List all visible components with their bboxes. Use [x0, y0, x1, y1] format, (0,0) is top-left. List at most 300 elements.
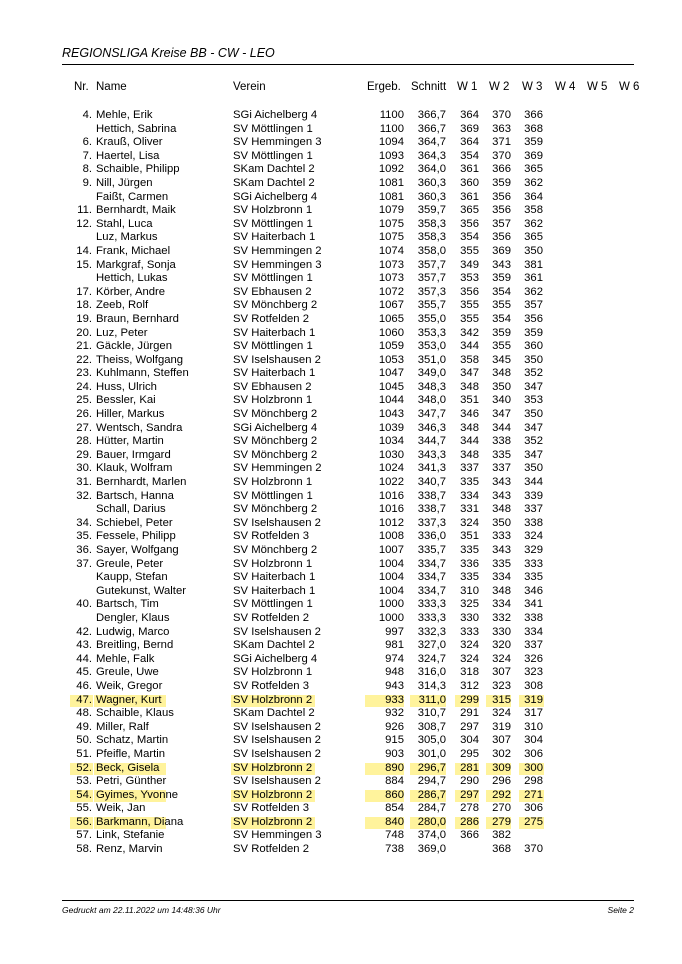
result-cell: 1000 [378, 611, 404, 624]
w3-cell: 310 [524, 720, 543, 733]
w2-cell: 359 [492, 272, 511, 285]
rank-cell: 43. [76, 639, 92, 652]
rank-cell: 35. [76, 530, 92, 543]
result-cell: 1059 [378, 340, 404, 353]
club-cell: SV Iselshausen 2 [233, 353, 321, 366]
w1-cell: 331 [460, 503, 479, 516]
w2-cell: 340 [492, 394, 511, 407]
name-cell: Bartsch, Tim [96, 598, 159, 611]
result-cell: 1094 [378, 136, 404, 149]
name-cell: Sayer, Wolfgang [96, 544, 179, 556]
w1-cell: 312 [460, 679, 479, 692]
w1-cell: 360 [460, 176, 479, 189]
result-cell: 1022 [378, 476, 404, 489]
w3-cell: 319 [524, 693, 543, 706]
w3-cell: 347 [524, 448, 543, 461]
rank-cell: 51. [76, 747, 92, 760]
rank-cell: 42. [76, 625, 92, 638]
rank-cell: 55. [76, 802, 92, 815]
rank-cell: 15. [76, 258, 92, 271]
w3-cell: 337 [524, 639, 543, 652]
w2-cell: 354 [492, 312, 511, 325]
name-cell: Nill, Jürgen [96, 176, 153, 189]
result-cell: 1092 [378, 163, 404, 176]
w2-cell: 323 [492, 679, 511, 692]
rank-cell: 49. [76, 720, 92, 733]
rank-cell: 12. [76, 217, 92, 230]
w1-cell: 295 [460, 747, 479, 760]
table-row [0, 313, 682, 327]
result-cell: 1043 [378, 408, 404, 421]
w1-cell: 335 [460, 544, 479, 556]
w2-cell: 338 [492, 435, 511, 448]
table-row [0, 422, 682, 436]
w3-cell: 306 [524, 747, 543, 760]
rank-cell: 27. [76, 421, 92, 434]
average-cell: 364,7 [417, 136, 446, 149]
name-cell: Wagner, Kurt [96, 693, 162, 706]
club-cell: SV Iselshausen 2 [233, 625, 321, 638]
w1-cell: 347 [460, 367, 479, 380]
rank-cell: 8. [82, 163, 92, 176]
average-cell: 316,0 [417, 666, 446, 679]
table-row [0, 558, 682, 572]
table-row [0, 381, 682, 395]
header-w3: W 3 [522, 81, 543, 93]
table-row [0, 449, 682, 463]
name-cell: Gutekunst, Walter [96, 584, 186, 597]
result-cell: 748 [385, 829, 404, 842]
w3-cell: 347 [524, 380, 543, 393]
table-row [0, 639, 682, 653]
result-cell: 1075 [378, 231, 404, 244]
club-cell: SV Holzbronn 1 [233, 394, 313, 407]
w3-cell: 356 [524, 312, 543, 325]
name-cell: Frank, Michael [96, 244, 171, 257]
name-cell: Zeeb, Rolf [96, 299, 149, 312]
w2-cell: 357 [492, 217, 511, 230]
rank-cell: 21. [76, 340, 92, 353]
average-cell: 359,7 [417, 204, 446, 217]
table-row [0, 612, 682, 626]
club-cell: SV Holzbronn 2 [233, 761, 313, 774]
result-cell: 840 [385, 815, 404, 828]
w1-cell: 297 [460, 788, 479, 801]
average-cell: 280,0 [417, 815, 446, 828]
w1-cell: 358 [460, 353, 479, 366]
w3-cell: 359 [524, 326, 543, 339]
club-cell: SV Möttlingen 1 [233, 272, 313, 285]
rank-cell: 37. [76, 557, 92, 570]
club-cell: SV Mönchberg 2 [233, 408, 318, 421]
name-cell: Bernhardt, Maik [96, 204, 176, 217]
name-cell: Renz, Marvin [96, 843, 163, 856]
w2-cell: 382 [492, 829, 511, 842]
w2-cell: 354 [492, 285, 511, 298]
average-cell: 364,0 [417, 163, 446, 176]
w3-cell: 346 [524, 584, 543, 597]
club-cell: SV Mönchberg 2 [233, 435, 318, 448]
w1-cell: 348 [460, 448, 479, 461]
result-cell: 1079 [378, 204, 404, 217]
average-cell: 338,7 [417, 503, 446, 516]
result-cell: 1073 [378, 272, 404, 285]
table-row [0, 191, 682, 205]
result-cell: 1067 [378, 299, 404, 312]
w3-cell: 358 [524, 204, 543, 217]
rank-cell: 34. [76, 516, 92, 529]
result-cell: 1007 [378, 544, 404, 556]
average-cell: 334,7 [417, 584, 446, 597]
club-cell: SV Möttlingen 1 [233, 489, 313, 502]
w2-cell: 279 [492, 815, 511, 828]
average-cell: 366,7 [417, 122, 446, 135]
w3-cell: 364 [524, 190, 543, 203]
club-cell: SV Mönchberg 2 [233, 299, 318, 312]
table-row [0, 177, 682, 191]
result-cell: 1093 [378, 149, 404, 162]
result-cell: 932 [385, 707, 404, 720]
w3-cell: 341 [524, 598, 543, 611]
table-row [0, 136, 682, 150]
average-cell: 366,7 [417, 109, 446, 121]
table-row [0, 272, 682, 286]
w2-cell: 344 [492, 421, 511, 434]
w3-cell: 323 [524, 666, 543, 679]
result-cell: 1004 [378, 584, 404, 597]
w2-cell: 368 [492, 843, 511, 856]
average-cell: 336,0 [417, 530, 446, 543]
rank-cell: 26. [76, 408, 92, 421]
club-cell: SV Holzbronn 1 [233, 204, 313, 217]
rank-cell: 29. [76, 448, 92, 461]
w3-cell: 366 [524, 109, 543, 121]
table-row [0, 259, 682, 273]
rank-cell: 24. [76, 380, 92, 393]
result-cell: 1060 [378, 326, 404, 339]
table-row [0, 802, 682, 816]
w2-cell: 369 [492, 244, 511, 257]
average-cell: 338,7 [417, 489, 446, 502]
w2-cell: 363 [492, 122, 511, 135]
w3-cell: 357 [524, 299, 543, 312]
average-cell: 335,7 [417, 544, 446, 556]
w2-cell: 315 [492, 693, 511, 706]
name-cell: Link, Stefanie [96, 829, 165, 842]
rank-cell: 58. [76, 843, 92, 856]
w1-cell: 334 [460, 489, 479, 502]
w3-cell: 334 [524, 625, 543, 638]
rank-cell: 4. [82, 109, 92, 121]
name-cell: Schaible, Klaus [96, 707, 174, 720]
w1-cell: 354 [460, 231, 479, 244]
result-cell: 1053 [378, 353, 404, 366]
table-row [0, 435, 682, 449]
name-cell: Miller, Ralf [96, 720, 149, 733]
club-cell: SV Rotfelden 2 [233, 843, 309, 856]
name-cell: Bartsch, Hanna [96, 489, 174, 502]
average-cell: 340,7 [417, 476, 446, 489]
club-cell: SV Mönchberg 2 [233, 448, 318, 461]
header-club: Verein [233, 81, 266, 93]
w1-cell: 310 [460, 584, 479, 597]
club-cell: SV Iselshausen 2 [233, 516, 321, 529]
rank-cell: 56. [76, 815, 92, 828]
rank-cell: 17. [76, 285, 92, 298]
w3-cell: 335 [524, 571, 543, 584]
club-cell: SV Rotfelden 3 [233, 530, 309, 543]
average-cell: 324,7 [417, 652, 446, 665]
name-cell: Schatz, Martin [96, 734, 169, 747]
name-cell: Fessele, Philipp [96, 530, 176, 543]
average-cell: 341,3 [417, 462, 446, 475]
w1-cell: 325 [460, 598, 479, 611]
club-cell: SV Möttlingen 1 [233, 122, 313, 135]
w1-cell: 286 [460, 815, 479, 828]
club-cell: SV Holzbronn 2 [233, 693, 313, 706]
club-cell: SV Hemmingen 3 [233, 829, 322, 842]
w2-cell: 320 [492, 639, 511, 652]
result-cell: 860 [385, 788, 404, 801]
w2-cell: 343 [492, 476, 511, 489]
name-cell: Hütter, Martin [96, 435, 164, 448]
w3-cell: 317 [524, 707, 543, 720]
w1-cell: 364 [460, 109, 479, 121]
title-divider [62, 64, 634, 65]
result-cell: 1000 [378, 598, 404, 611]
average-cell: 286,7 [417, 788, 446, 801]
table-row [0, 843, 682, 857]
w2-cell: 324 [492, 707, 511, 720]
w2-cell: 319 [492, 720, 511, 733]
w3-cell: 360 [524, 340, 543, 353]
average-cell: 357,7 [417, 258, 446, 271]
w3-cell: 326 [524, 652, 543, 665]
w1-cell: 346 [460, 408, 479, 421]
result-cell: 1074 [378, 244, 404, 257]
w1-cell: 337 [460, 462, 479, 475]
table-row-highlighted [0, 789, 682, 803]
w2-cell: 270 [492, 802, 511, 815]
result-cell: 1072 [378, 285, 404, 298]
rank-cell: 44. [76, 652, 92, 665]
rank-cell: 14. [76, 244, 92, 257]
w2-cell: 350 [492, 516, 511, 529]
table-row [0, 327, 682, 341]
w3-cell: 339 [524, 489, 543, 502]
w3-cell: 370 [524, 843, 543, 856]
w2-cell: 356 [492, 190, 511, 203]
average-cell: 334,7 [417, 557, 446, 570]
rank-cell: 18. [76, 299, 92, 312]
club-cell: SV Holzbronn 1 [233, 476, 313, 489]
w3-cell: 352 [524, 367, 543, 380]
w3-cell: 298 [524, 775, 543, 788]
w3-cell: 362 [524, 285, 543, 298]
w1-cell: 351 [460, 530, 479, 543]
name-cell: Weik, Gregor [96, 679, 163, 692]
table-row [0, 653, 682, 667]
w1-cell: 344 [460, 340, 479, 353]
average-cell: 374,0 [417, 829, 446, 842]
club-cell: SV Haiterbach 1 [233, 367, 316, 380]
result-cell: 1004 [378, 571, 404, 584]
average-cell: 360,3 [417, 176, 446, 189]
average-cell: 294,7 [417, 775, 446, 788]
result-cell: 890 [385, 761, 404, 774]
average-cell: 348,0 [417, 394, 446, 407]
average-cell: 296,7 [417, 761, 446, 774]
name-cell: Bauer, Irmgard [96, 448, 171, 461]
club-cell: SV Iselshausen 2 [233, 747, 321, 760]
rank-cell: 9. [82, 176, 92, 189]
result-cell: 943 [385, 679, 404, 692]
w2-cell: 348 [492, 503, 511, 516]
average-cell: 353,3 [417, 326, 446, 339]
rank-cell: 23. [76, 367, 92, 380]
name-cell: Bernhardt, Marlen [96, 476, 187, 489]
w1-cell: 354 [460, 149, 479, 162]
w2-cell: 356 [492, 231, 511, 244]
name-cell: Schaible, Philipp [96, 163, 180, 176]
w1-cell: 344 [460, 435, 479, 448]
table-row [0, 829, 682, 843]
w1-cell: 335 [460, 476, 479, 489]
club-cell: SV Haiterbach 1 [233, 584, 316, 597]
w3-cell: 352 [524, 435, 543, 448]
club-cell: SGi Aichelberg 4 [233, 109, 318, 121]
name-cell: Mehle, Falk [96, 652, 155, 665]
w2-cell: 343 [492, 258, 511, 271]
w1-cell: 351 [460, 394, 479, 407]
result-cell: 1016 [378, 503, 404, 516]
name-cell: Gäckle, Jürgen [96, 340, 172, 353]
result-cell: 738 [385, 843, 404, 856]
average-cell: 349,0 [417, 367, 446, 380]
w2-cell: 345 [492, 353, 511, 366]
rank-cell: 31. [76, 476, 92, 489]
w2-cell: 348 [492, 367, 511, 380]
w3-cell: 350 [524, 462, 543, 475]
w1-cell: 364 [460, 136, 479, 149]
w1-cell: 324 [460, 652, 479, 665]
name-cell: Luz, Peter [96, 326, 148, 339]
w1-cell: 297 [460, 720, 479, 733]
header-name: Name [96, 81, 127, 93]
w3-cell: 271 [524, 788, 543, 801]
rank-cell: 7. [82, 149, 92, 162]
header-w6: W 6 [619, 81, 640, 93]
page-number: Seite 2 [607, 905, 634, 915]
name-cell: Hettich, Sabrina [96, 122, 177, 135]
w1-cell: 324 [460, 516, 479, 529]
result-cell: 1004 [378, 557, 404, 570]
name-cell: Weik, Jan [96, 802, 146, 815]
footer-divider [62, 900, 634, 901]
name-cell: Petri, Günther [96, 775, 167, 788]
table-row [0, 367, 682, 381]
rank-cell: 46. [76, 679, 92, 692]
w1-cell: 355 [460, 312, 479, 325]
w1-cell: 361 [460, 190, 479, 203]
w2-cell: 359 [492, 326, 511, 339]
result-cell: 1081 [378, 176, 404, 189]
table-row [0, 218, 682, 232]
w3-cell: 350 [524, 244, 543, 257]
result-cell: 997 [385, 625, 404, 638]
w3-cell: 353 [524, 394, 543, 407]
w2-cell: 309 [492, 761, 511, 774]
result-cell: 1030 [378, 448, 404, 461]
header-result: Ergeb. [367, 81, 401, 93]
w2-cell: 332 [492, 611, 511, 624]
average-cell: 310,7 [417, 707, 446, 720]
header-w2: W 2 [489, 81, 510, 93]
w2-cell: 343 [492, 544, 511, 556]
result-cell: 1034 [378, 435, 404, 448]
w1-cell: 318 [460, 666, 479, 679]
w1-cell: 366 [460, 829, 479, 842]
club-cell: SKam Dachtel 2 [233, 176, 315, 189]
w3-cell: 350 [524, 353, 543, 366]
name-cell: Hettich, Lukas [96, 272, 168, 285]
name-cell: Greule, Uwe [96, 666, 159, 679]
average-cell: 364,3 [417, 149, 446, 162]
w1-cell: 356 [460, 285, 479, 298]
w1-cell: 348 [460, 421, 479, 434]
w1-cell: 291 [460, 707, 479, 720]
average-cell: 358,0 [417, 244, 446, 257]
table-row [0, 721, 682, 735]
w1-cell: 290 [460, 775, 479, 788]
club-cell: SV Ebhausen 2 [233, 380, 312, 393]
header-nr: Nr. [74, 81, 89, 93]
name-cell: Kuhlmann, Steffen [96, 367, 189, 380]
w2-cell: 302 [492, 747, 511, 760]
w2-cell: 347 [492, 408, 511, 421]
club-cell: SV Haiterbach 1 [233, 571, 316, 584]
rank-cell: 6. [82, 136, 92, 149]
result-cell: 981 [385, 639, 404, 652]
result-cell: 1100 [379, 122, 404, 135]
table-row [0, 245, 682, 259]
club-cell: SV Mönchberg 2 [233, 544, 318, 556]
name-cell: Haertel, Lisa [96, 149, 160, 162]
w3-cell: 361 [524, 272, 543, 285]
club-cell: SV Hemmingen 3 [233, 136, 322, 149]
w2-cell: 356 [492, 204, 511, 217]
rank-cell: 50. [76, 734, 92, 747]
table-row [0, 204, 682, 218]
print-timestamp: Gedruckt am 22.11.2022 um 14:48:36 Uhr [62, 905, 221, 915]
w1-cell: 356 [460, 217, 479, 230]
average-cell: 358,3 [417, 231, 446, 244]
w3-cell: 347 [524, 421, 543, 434]
table-row-highlighted [0, 816, 682, 830]
result-cell: 1047 [378, 367, 404, 380]
club-cell: SKam Dachtel 2 [233, 639, 315, 652]
result-cell: 903 [385, 747, 404, 760]
result-cell: 1073 [378, 258, 404, 271]
club-cell: SKam Dachtel 2 [233, 707, 315, 720]
name-cell: Theiss, Wolfgang [96, 353, 184, 366]
name-cell: Körber, Andre [96, 285, 166, 298]
w1-cell: 361 [460, 163, 479, 176]
w1-cell: 333 [460, 625, 479, 638]
name-cell: Klauk, Wolfram [96, 462, 173, 475]
w3-cell: 362 [524, 176, 543, 189]
club-cell: SV Rotfelden 3 [233, 679, 309, 692]
